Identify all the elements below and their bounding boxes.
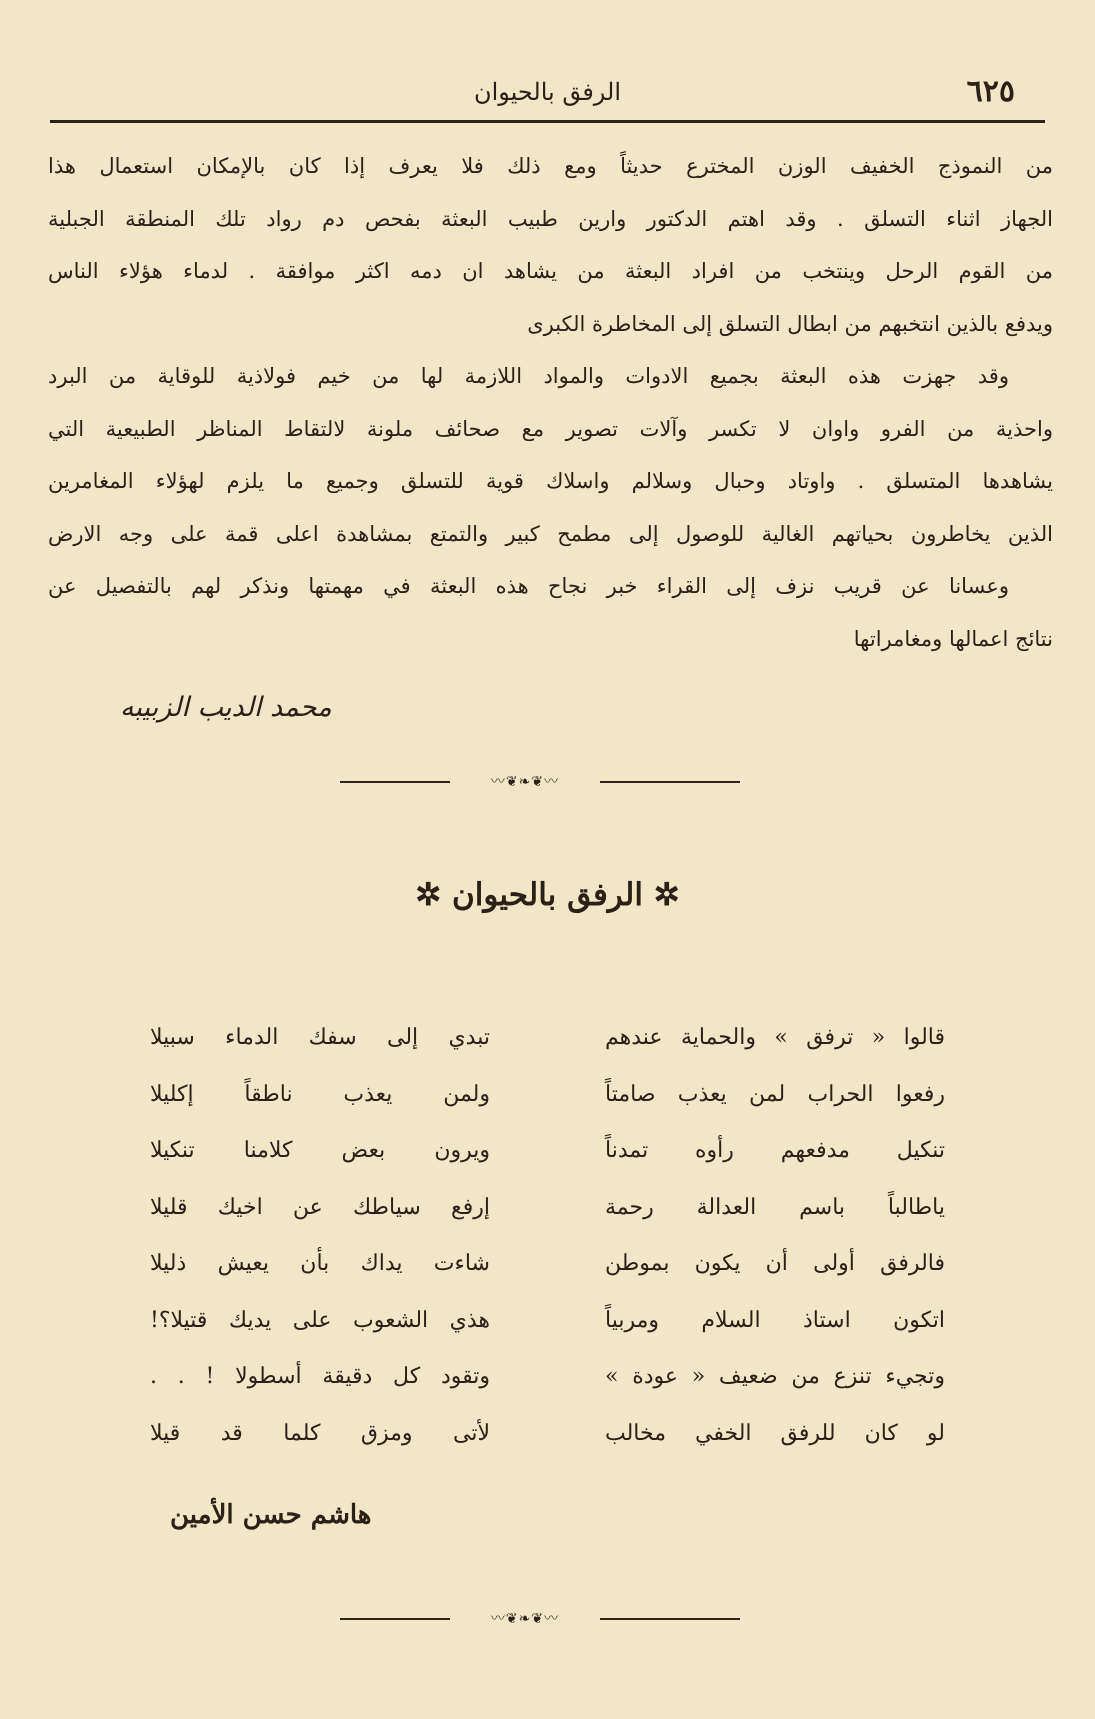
poem-verse [150, 1067, 945, 1124]
verse-first-hemistich: ياطالباً باسم العدالة رحمة [605, 1194, 945, 1220]
article-line: وقد جهزت هذه البعثة بجميع الادوات والمواد اللازمة لها من خيم فولاذية للوقاية من البرد [48, 364, 1009, 388]
verse-second-hemistich: وتقود كل دقيقة أسطولا ! . . [150, 1364, 490, 1389]
running-title: الرفق بالحيوان [473, 78, 622, 106]
verse-second-hemistich: هذي الشعوب على يديك قتيلا؟! [150, 1307, 490, 1333]
article-body [48, 140, 1053, 665]
verse-second-hemistich: ولمن يعذب ناطقاً إكليلا [150, 1081, 490, 1107]
poem-verse [150, 1123, 945, 1180]
verse-second-hemistich: ويرون بعض كلامنا تنكيلا [150, 1138, 490, 1163]
verse-second-hemistich: تبدي إلى سفك الدماء سبيلا [150, 1025, 490, 1050]
article-line: نتائج اعمالها ومغامراتها [853, 626, 1053, 651]
ornamental-divider [340, 771, 740, 793]
page-header [50, 70, 1045, 116]
poem-title: ✲ الرفق بالحيوان ✲ [415, 877, 680, 913]
verse-second-hemistich: شاءت يداك بأن يعيش ذليلا [150, 1251, 490, 1276]
article-line: واحذية من الفرو واوان لا تكسر وآلات تصوير مع صحائف ملونة لالتقاط المناظر الطبيعية التي [48, 416, 1053, 441]
poem-verse [150, 1236, 945, 1293]
article-signature: محمد الديب الزبيبه [120, 692, 332, 723]
verse-first-hemistich: رفعوا الحراب لمن يعذب صامتاً [605, 1081, 945, 1107]
article-line: الذين يخاطرون بحياتهم الغالية للوصول إلى مطمح كبير والتمتع بمشاهدة اعلى قمة على وجه الارض [48, 521, 1053, 546]
poem-signature: هاشم حسن الأمين [170, 1500, 372, 1530]
poem-verse [150, 1293, 945, 1350]
article-line: ويدفع بالذين انتخبهم من ابطال التسلق إلى المخاطرة الكبرى [527, 311, 1053, 336]
poem-verse [150, 1349, 945, 1406]
poem-verse [150, 1180, 945, 1237]
article-line: الجهاز اثناء التسلق . وقد اهتم الدكتور وارين طبيب البعثة بفحص دم رواد تلك المنطقة الجبلية [48, 206, 1053, 231]
verse-second-hemistich: لأتى ومزق كلما قد قيلا [150, 1420, 490, 1446]
header-rule [50, 120, 1045, 123]
article-line: يشاهدها المتسلق . واوتاد وحبال وسلالم واسلاك قوية للتسلق وجميع ما يلزم لهؤلاء المغامرين [48, 469, 1053, 493]
ornamental-divider [340, 1608, 740, 1630]
verse-first-hemistich: وتجيء تنزع من ضعيف « عودة » [605, 1364, 945, 1389]
verse-first-hemistich: تنكيل مدفعهم رأوه تمدناً [605, 1138, 945, 1163]
poem [150, 1010, 945, 1462]
article-line: وعسانا عن قريب نزف إلى القراء خبر نجاح هذه البعثة في مهمتها ونذكر لهم بالتفصيل عن [48, 574, 1009, 598]
article-line: من النموذج الخفيف الوزن المخترع حديثاً ومع ذلك فلا يعرف إذا كان بالإمكان استعمال هذا [48, 154, 1053, 178]
poem-verse [150, 1406, 945, 1463]
verse-second-hemistich: إرفع سياطك عن اخيك قليلا [150, 1194, 490, 1220]
verse-first-hemistich: فالرفق أولى أن يكون بموطن [605, 1251, 945, 1276]
page-number: ٦٢٥ [966, 74, 1015, 109]
divider-ornament: 〰❦❧❦〰 [450, 773, 600, 791]
verse-first-hemistich: قالوا « ترفق » والحماية عندهم [605, 1025, 945, 1050]
verse-first-hemistich: لو كان للرفق الخفي مخالب [605, 1420, 945, 1446]
verse-first-hemistich: اتكون استاذ السلام ومربياً [605, 1307, 945, 1333]
poem-verse [150, 1010, 945, 1067]
article-line: من القوم الرحل وينتخب من افراد البعثة من يشاهد ان دمه اكثر موافقة . لدماء هؤلاء الناس [48, 259, 1053, 283]
divider-ornament: 〰❦❧❦〰 [450, 1610, 600, 1628]
